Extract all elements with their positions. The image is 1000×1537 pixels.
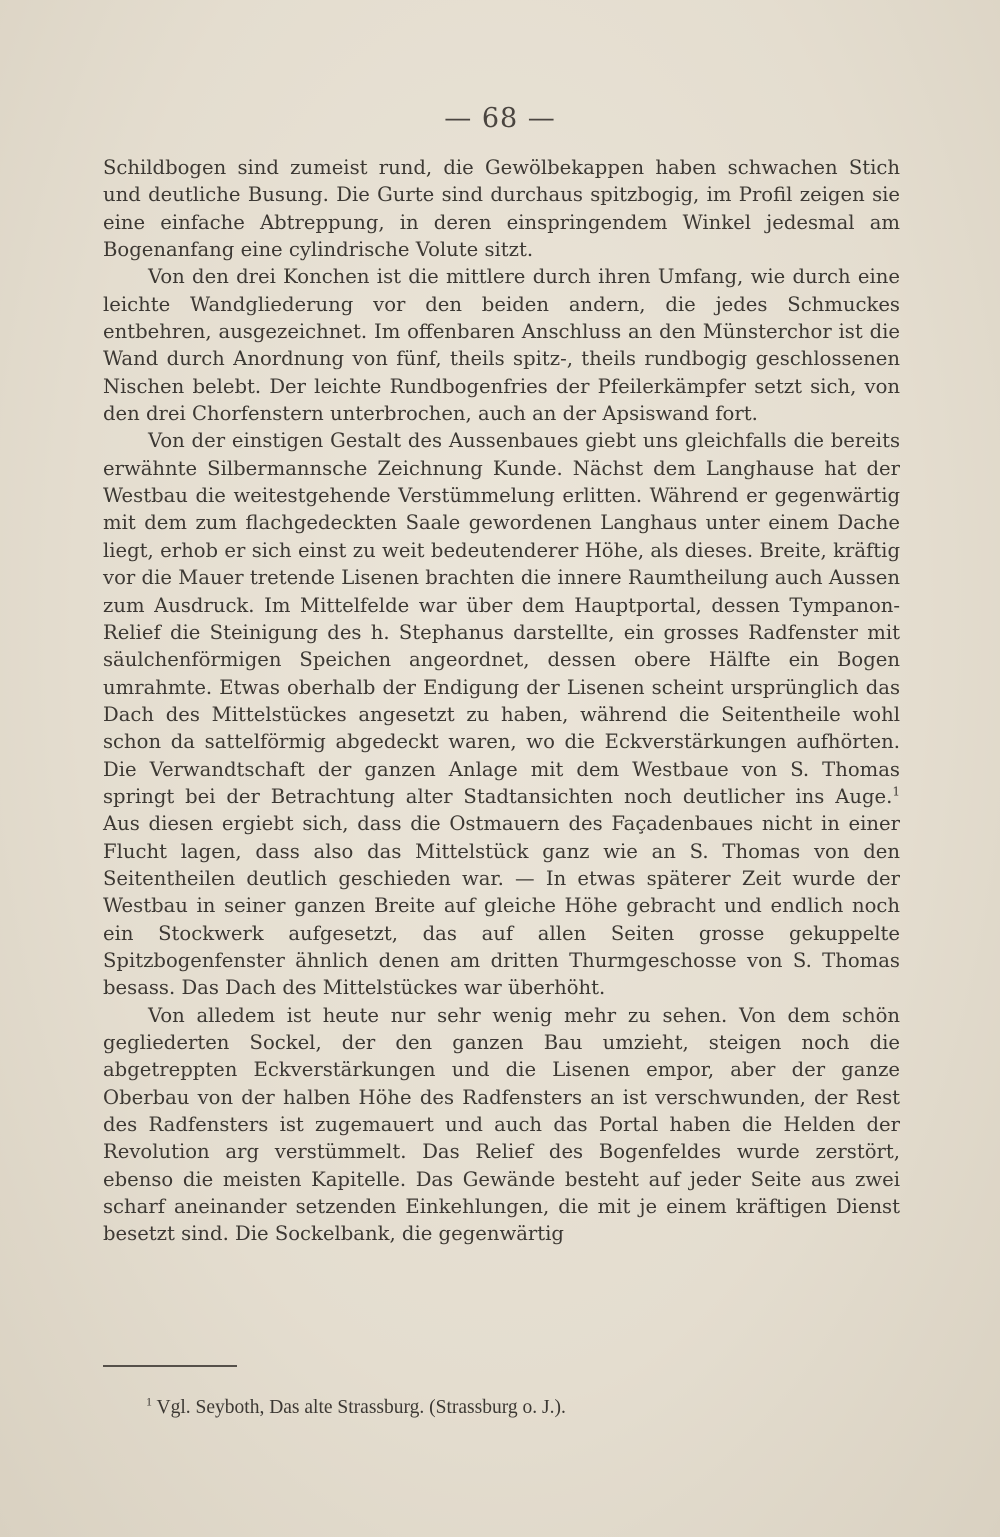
page-number: — 68 —: [444, 103, 556, 134]
paragraph-2: Von den drei Konchen ist die mittlere durch ihren Umfang, wie durch eine leichte Wandgliederung vor den beiden andern, die jedes Schmuckes entbehren, ausgezeichnet. Im offenbaren Anschluss an den Münsterchor ist die Wand durch Anordnung von fünf, theils spitz-, theils rundbogig geschlossenen Nischen belebt. Der leichte Rundbogenfries der Pfeilerkämpfer setzt sich, von den drei Chorfenstern unterbrochen, auch an der Apsiswand fort.: [103, 265, 900, 426]
footnote-divider: [103, 1365, 237, 1367]
footnote-text: Vgl. Seyboth, Das alte Strassburg. (Strassburg o. J.).: [156, 1397, 566, 1418]
paragraph-4: Von alledem ist heute nur sehr wenig mehr zu sehen. Von dem schön gegliederten Sockel, der den ganzen Bau umzieht, steigen noch die abgetreppten Eckverstärkungen und die Lisenen empor, aber der ganze Oberbau von der halben Höhe des Radfensters an ist verschwunden, der Rest des Radfensters ist zugemauert und auch das Portal haben die Helden der Revolution arg verstümmelt. Das Relief des Bogenfeldes wurde zerstört, ebenso die meisten Kapitelle. Das Gewände besteht auf jeder Seite aus zwei scharf aneinander setzenden Einkehlungen, die mit je einem kräftigen Dienst besetzt sind. Die Sockelbank, die gegenwärtig: [103, 1003, 900, 1246]
paragraph-3-text: Von der einstigen Gestalt des Aussenbaues giebt uns gleichfalls die bereits erwähnte Silbermannsche Zeichnung Kunde. Nächst dem Langhause hat der Westbau die weitestgehende Verstümmelung erlitten. Während er gegenwärtig mit dem zum flachgedeckten Saale gewordenen Langhaus unter einem Dache liegt, erhob er sich einst zu weit bedeutenderer Höhe, als dieses. Breite, kräftig vor die Mauer tretende Lisenen brachten die innere Raumtheilung auch Aussen zum Ausdruck. Im Mittelfelde war über dem Hauptportal, dessen Tympanon-Relief die Steinigung des h. Stephanus darstellte, ein grosses Radfenster mit säulchenförmigen Speichen angeordnet, dessen obere Hälfte ein Bogen umrahmte. Etwas oberhalb der Endigung der Lisenen scheint ursprünglich das Dach des Mittelstückes angesetzt zu haben, während die Seitentheile wohl schon da sattelförmig abgedeckt waren, wo die Eckverstärkungen aufhörten. Die Verwandtschaft der ganzen Anlage mit dem Westbaue von S. Thomas springt bei der Betrachtung alter Stadtansichten noch deutlicher ins Auge.: [103, 429, 900, 808]
body-text: [103, 154, 900, 1248]
footnote-marker: 1: [146, 1394, 152, 1409]
paragraph-1: Schildbogen sind zumeist rund, die Gewölbekappen haben schwachen Stich und deutliche Busung. Die Gurte sind durchaus spitzbogig, im Profil zeigen sie eine einfache Abtreppung, in deren einspringendem Winkel jedesmal am Bogenanfang eine cylindrische Volute sitzt.: [103, 156, 900, 262]
footnote: [146, 1394, 566, 1419]
paragraph-3-continuation: Aus diesen ergiebt sich, dass die Ostmauern des Façadenbaues nicht in einer Flucht lagen, dass also das Mittelstück ganz wie an S. Thomas von den Seitentheilen deutlich geschieden war. — In etwas späterer Zeit wurde der Westbau in seiner ganzen Breite auf gleiche Höhe gebracht und endlich noch ein Stockwerk aufgesetzt, das auf allen Seiten grosse gekuppelte Spitzbogenfenster ähnlich denen am dritten Thurmgeschosse von S. Thomas besass. Das Dach des Mittelstückes war überhöht.: [103, 812, 900, 1000]
paragraph-3: [103, 427, 900, 1001]
footnote-reference: 1: [892, 784, 900, 799]
